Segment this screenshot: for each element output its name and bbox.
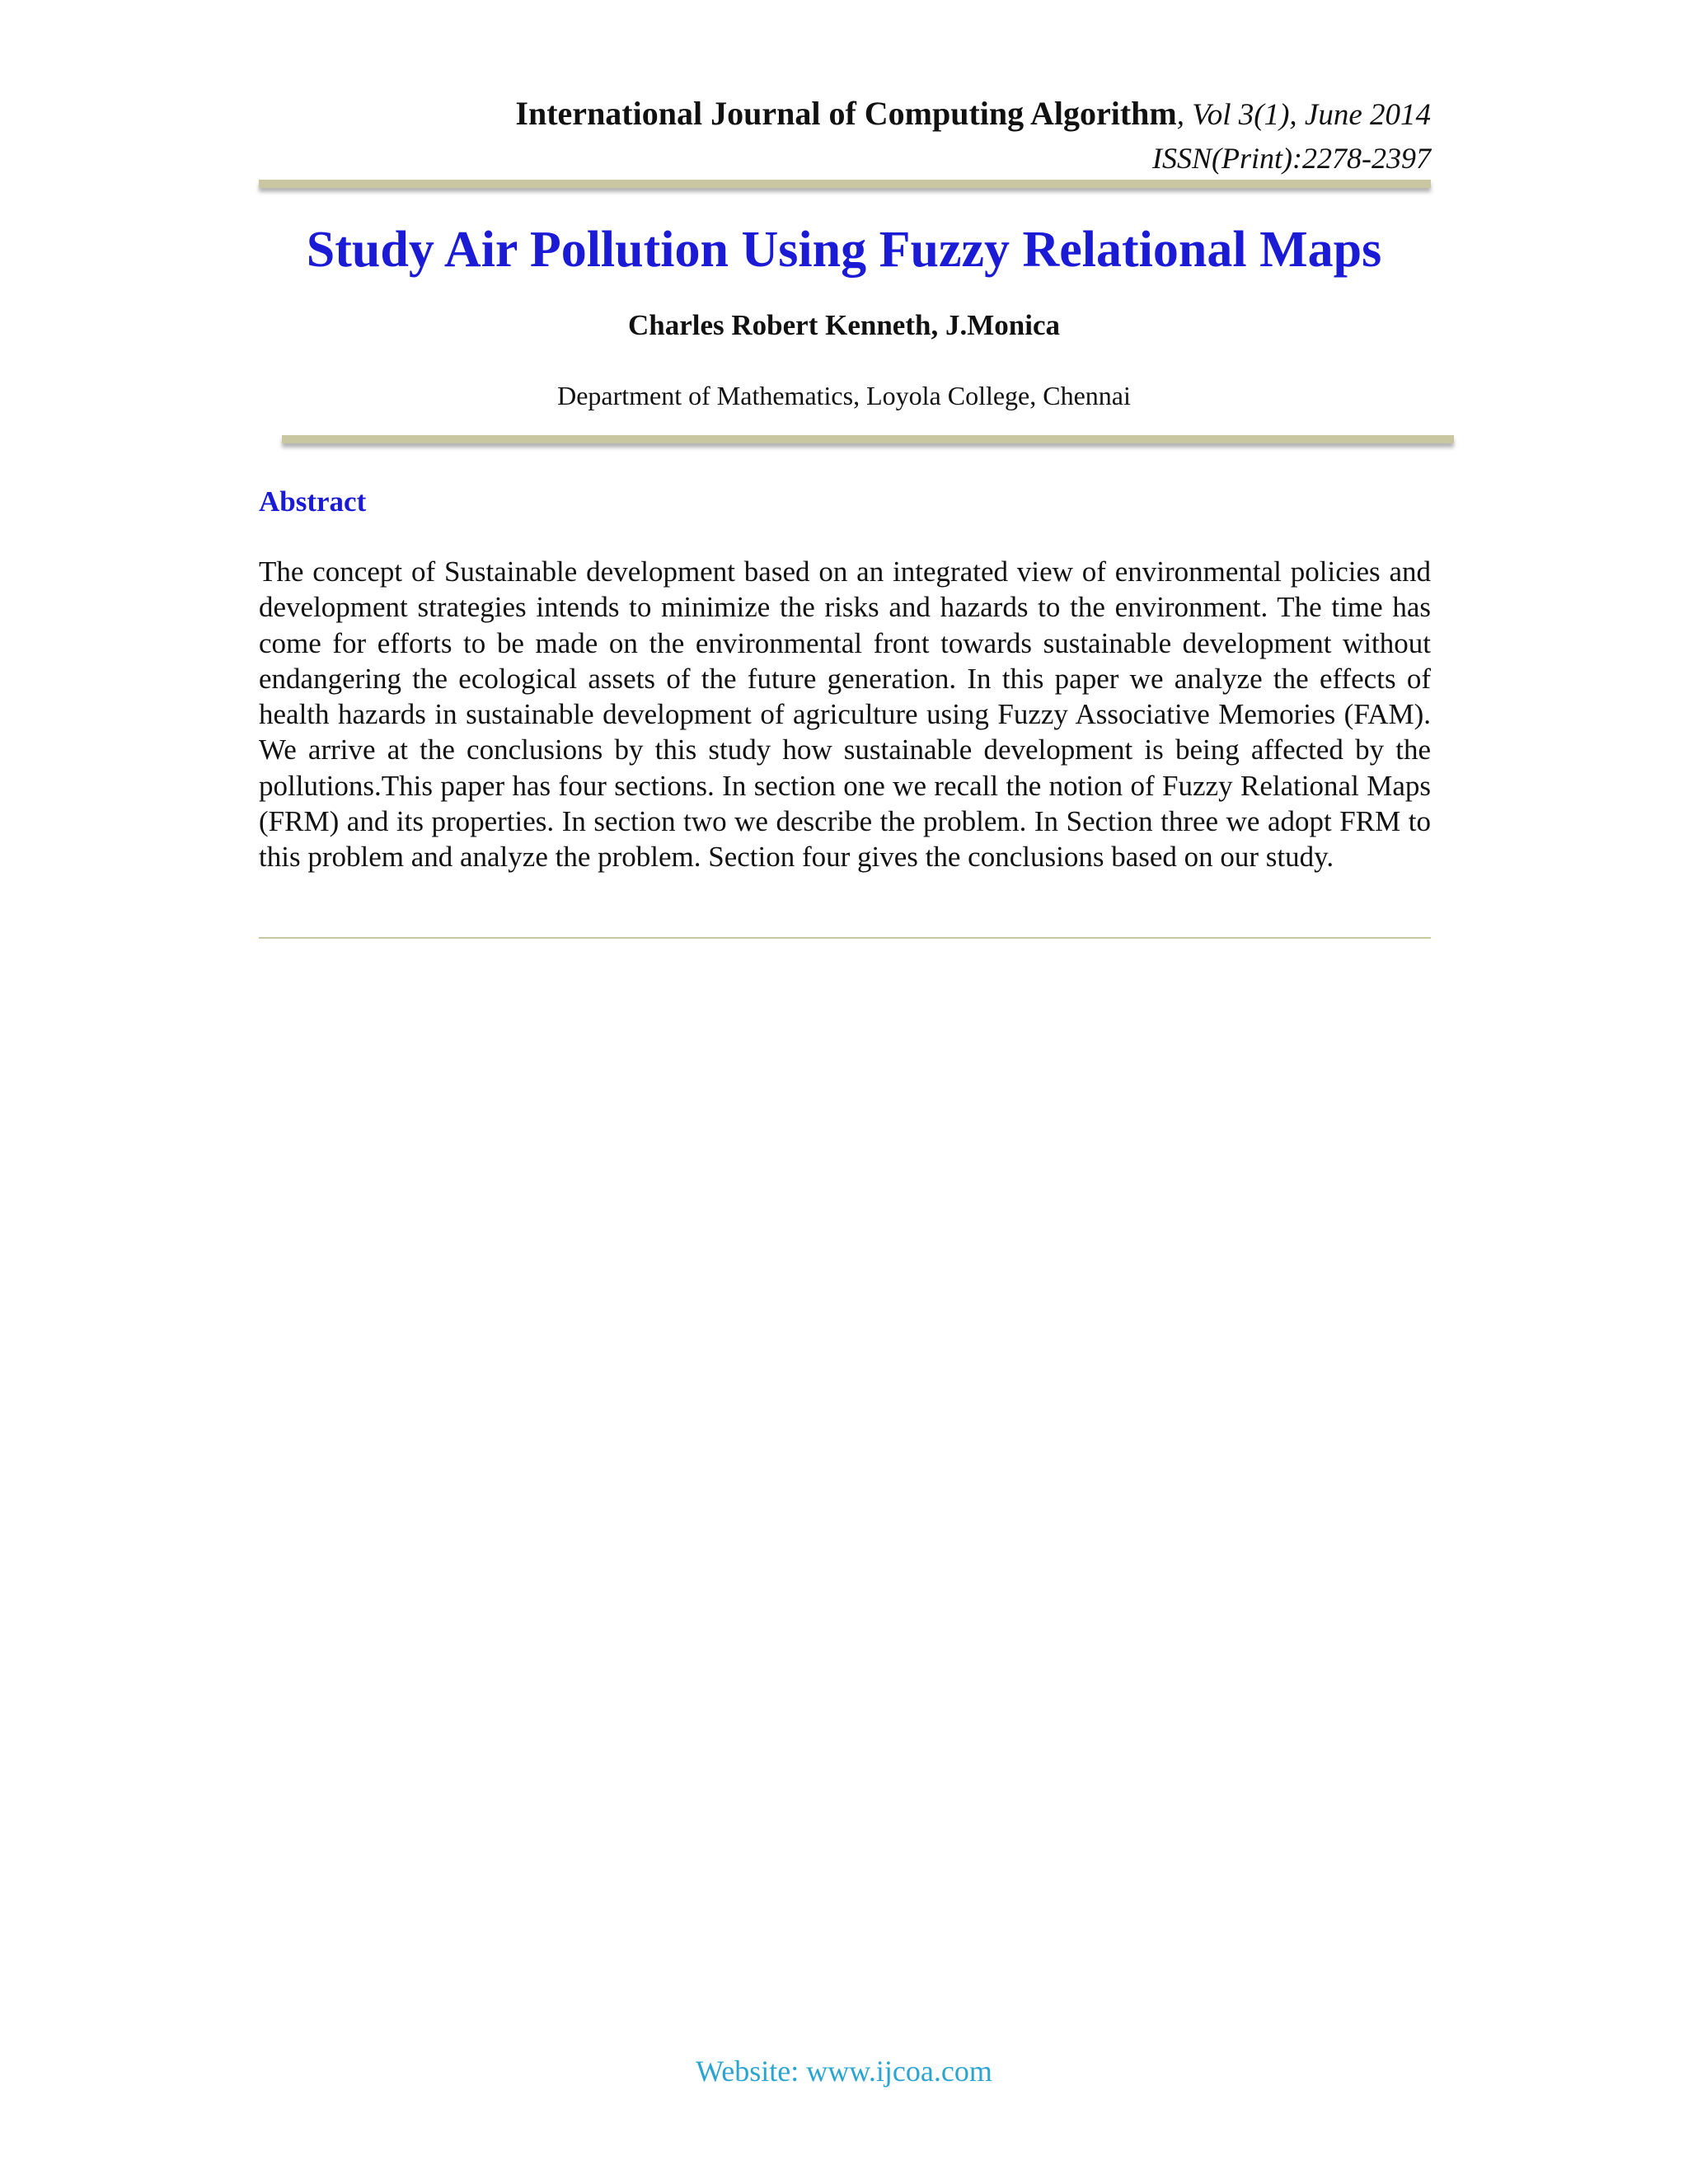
abstract-heading: Abstract [259,485,367,518]
paper-affiliation: Department of Mathematics, Loyola College, Chennai [557,381,1131,410]
journal-citation-line [257,92,1431,137]
journal-issn: ISSN(Print):2278-2397 [1152,142,1431,175]
journal-volume-info: , Vol 3(1), June 2014 [1176,98,1431,132]
title-block-divider [282,435,1454,443]
footer-website: Website: www.ijcoa.com [696,2055,992,2088]
header-divider [259,180,1431,188]
abstract-divider [259,937,1431,939]
paper-authors: Charles Robert Kenneth, J.Monica [628,309,1060,341]
abstract-body: The concept of Sustainable development based on an integrated view of environmental policies and development strategies intends to minimize the risks and hazards to the environment. The time has come for efforts to be made on the environmental front towards sustainable development without endangering the ecological assets of the future generation. In this paper we analyze the effects of health hazards in sustainable development of agriculture using Fuzzy Associative Memories (FAM). We arrive at the conclusions by this study how sustainable development is being affected by the pollutions.This paper has four sections. In section one we recall the notion of Fuzzy Relational Maps (FRM) and its properties. In section two we describe the problem. In Section three we adopt FRM to this problem and analyze the problem. Section four gives the conclusions based on our study. [259,555,1431,874]
journal-name: International Journal of Computing Algorithm [515,95,1177,132]
journal-header [257,92,1431,178]
paper-title: Study Air Pollution Using Fuzzy Relational Maps [306,222,1382,278]
